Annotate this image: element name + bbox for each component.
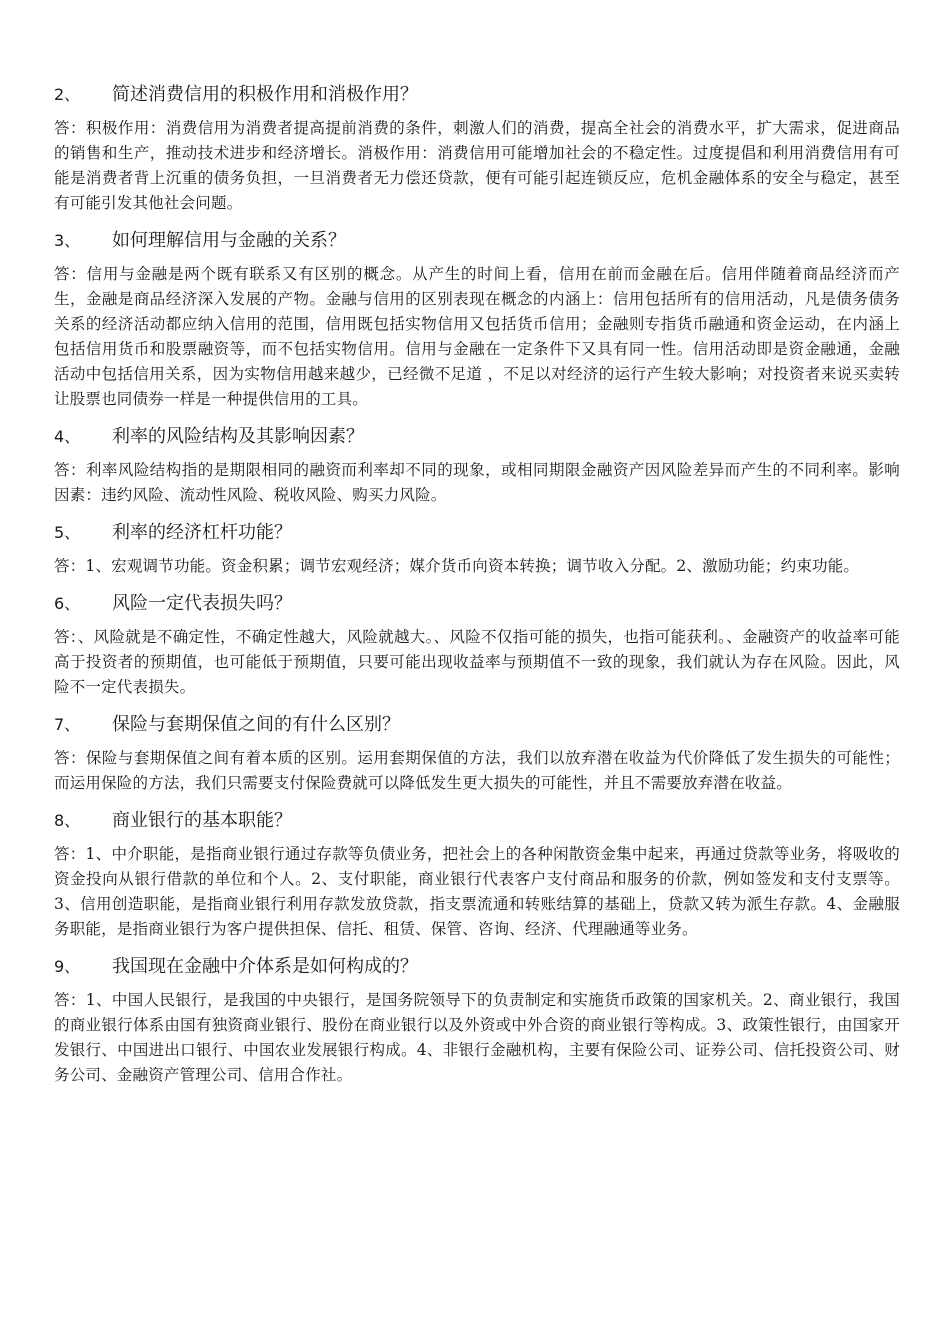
question-heading	[54, 80, 900, 110]
question-heading	[54, 806, 900, 836]
question-heading	[54, 710, 900, 740]
answer-paragraph: 答：1、宏观调节功能。资金积累；调节宏观经济；媒介货币向资本转换；调节收入分配。2、激励功能；约束功能。	[54, 557, 860, 575]
question-heading	[54, 589, 900, 619]
question-number: 5、	[54, 523, 81, 542]
question-text: 商业银行的基本职能？	[112, 810, 292, 831]
question-number: 7、	[54, 715, 81, 734]
answer-paragraph: 答：积极作用：消费信用为消费者提高提前消费的条件，刺激人们的消费，提高全社会的消费水平，扩大需求，促进商品的销售和生产，推动技术进步和经济增长。消极作用：消费信用可能增加社会的不稳定性。过度提倡和利用消费信用有可能是消费者背上沉重的债务负担，一旦消费者无力偿还贷款，便有可能引起连锁反应，危机金融体系的安全与稳定，甚至有可能引发其他社会问题。	[54, 119, 900, 212]
question-number: 8、	[54, 811, 81, 830]
question-number: 3、	[54, 231, 81, 250]
question-heading	[54, 226, 900, 256]
question-heading	[54, 952, 900, 982]
answer-paragraph: 答：信用与金融是两个既有联系又有区别的概念。从产生的时间上看，信用在前而金融在后。信用伴随着商品经济而产生，金融是商品经济深入发展的产物。金融与信用的区别表现在概念的内涵上：信用包括所有的信用活动，凡是债务债务关系的经济活动都应纳入信用的范围，信用既包括实物信用又包括货币信用；金融则专指货币融通和资金运动，在内涵上包括信用货币和股票融资等，而不包括实物信用。信用与金融在一定条件下又具有同一性。信用活动即是资金融通，金融活动中包括信用关系，因为实物信用越来越少，已经微不足道 ，不足以对经济的运行产生较大影响；对投资者来说买卖转让股票也同债券一样是一种提供信用的工具。	[54, 265, 900, 408]
question-text: 利率的经济杠杆功能？	[112, 522, 292, 543]
answer-paragraph: 答：1、中介职能，是指商业银行通过存款等负债业务，把社会上的各种闲散资金集中起来，再通过贷款等业务，将吸收的资金投向从银行借款的单位和个人。2、支付职能，商业银行代表客户支付商品和服务的价款，例如签发和支付支票等。3、信用创造职能，是指商业银行利用存款发放贷款，指支票流通和转账结算的基础上，贷款又转为派生存款。4、金融服务职能，是指商业银行为客户提供担保、信托、租赁、保管、咨询、经济、代理融通等业务。	[54, 845, 900, 938]
question-text: 简述消费信用的积极作用和消极作用？	[112, 84, 418, 105]
question-heading	[54, 422, 900, 452]
question-text: 风险一定代表损失吗？	[112, 593, 292, 614]
question-number: 9、	[54, 957, 81, 976]
answer-paragraph: 答：利率风险结构指的是期限相同的融资而利率却不同的现象，或相同期限金融资产因风险差异而产生的不同利率。影响因素：违约风险、流动性风险、税收风险、购买力风险。	[54, 461, 900, 504]
question-text: 保险与套期保值之间的有什么区别？	[112, 714, 400, 735]
question-number: 4、	[54, 427, 81, 446]
question-text: 我国现在金融中介体系是如何构成的？	[112, 956, 418, 977]
question-number: 2、	[54, 85, 81, 104]
question-text: 利率的风险结构及其影响因素？	[112, 426, 364, 447]
answer-paragraph: 答：保险与套期保值之间有着本质的区别。运用套期保值的方法，我们以放弃潜在收益为代价降低了发生损失的可能性；而运用保险的方法，我们只需要支付保险费就可以降低发生更大损失的可能性，并且不需要放弃潜在收益。	[54, 749, 900, 792]
question-heading	[54, 518, 900, 548]
answer-paragraph: 答：、风险就是不确定性，不确定性越大，风险就越大。、风险不仅指可能的损失，也指可能获利。、金融资产的收益率可能高于投资者的预期值，也可能低于预期值，只要可能出现收益率与预期值不一致的现象，我们就认为存在风险。因此，风险不一定代表损失。	[54, 628, 900, 696]
question-text: 如何理解信用与金融的关系？	[112, 230, 346, 251]
document-page	[54, 80, 900, 1098]
answer-paragraph: 答：1、中国人民银行，是我国的中央银行，是国务院领导下的负责制定和实施货币政策的国家机关。2、商业银行，我国的商业银行体系由国有独资商业银行、股份在商业银行以及外资或中外合资的商业银行等构成。3、政策性银行，由国家开发银行、中国进出口银行、中国农业发展银行构成。4、非银行金融机构，主要有保险公司、证券公司、信托投资公司、财务公司、金融资产管理公司、信用合作社。	[54, 991, 900, 1084]
question-number: 6、	[54, 594, 81, 613]
